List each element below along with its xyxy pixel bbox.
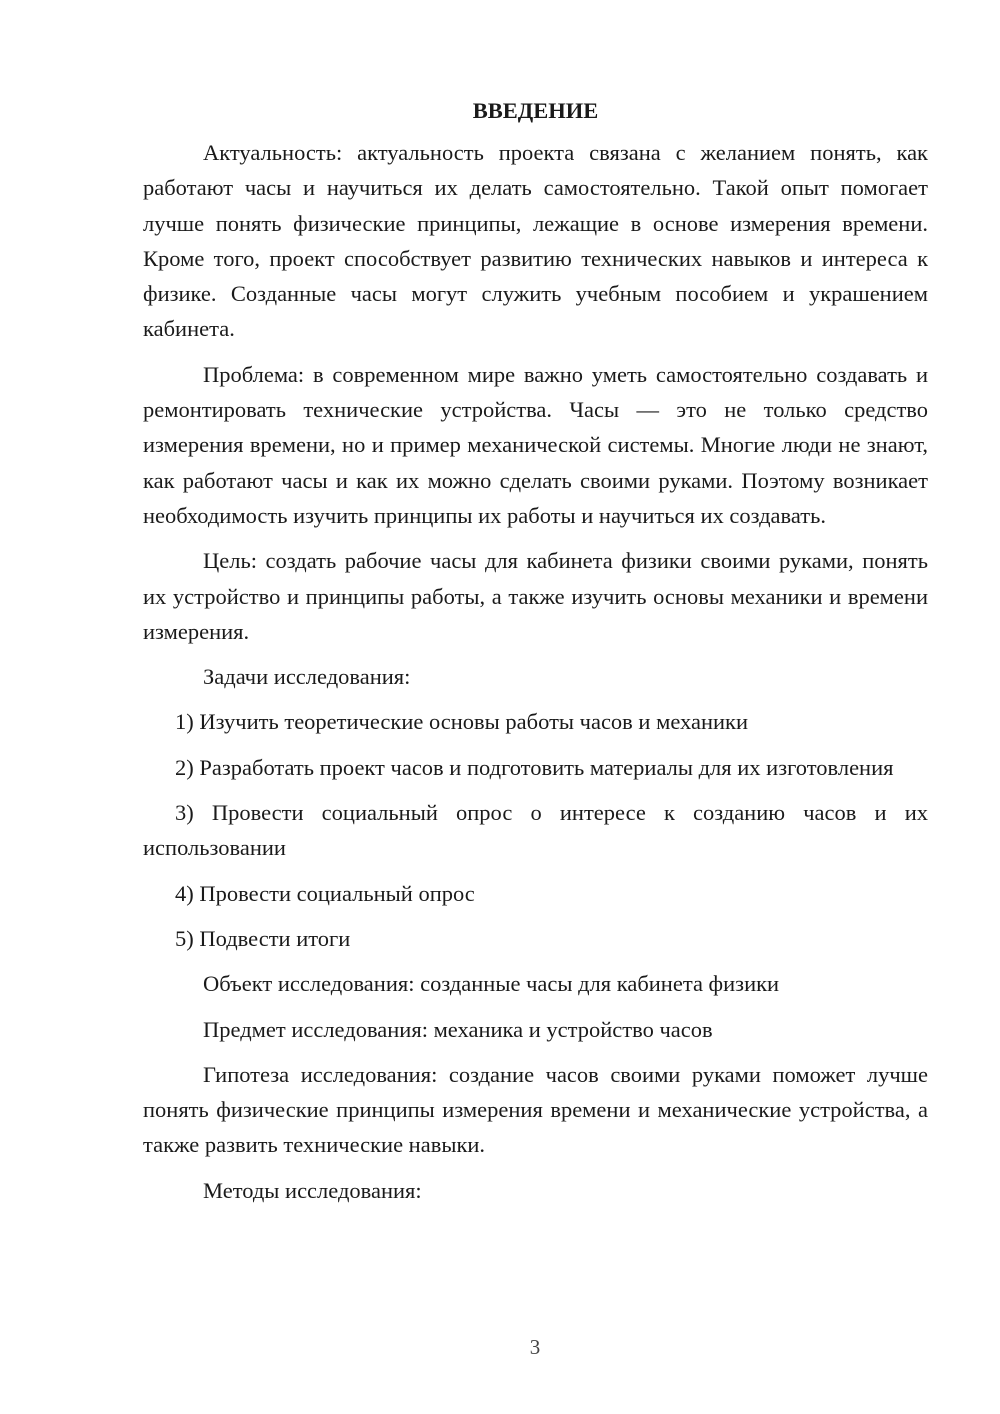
page-title: ВВЕДЕНИЕ — [472, 98, 599, 123]
task-item-3: 3) Провести социальный опрос о интересе к созданию часов и их использовании — [143, 800, 928, 861]
paragraph-goal: Цель: создать рабочие часы для кабинета физики своими руками, понять их устройство и принципы работы, а также изучить основы механики и времени измерения. — [143, 548, 928, 644]
task-item-1: 1) Изучить теоретические основы работы часов и механики — [175, 709, 749, 735]
page-number: 3 — [529, 1335, 541, 1359]
tasks-heading: Задачи исследования: — [203, 664, 411, 690]
document-page — [143, 96, 928, 1218]
paragraph-subject: Предмет исследования: механика и устройство часов — [203, 1016, 713, 1042]
methods-heading: Методы исследования: — [203, 1177, 422, 1203]
paragraph-object: Объект исследования: созданные часы для кабинета физики — [203, 971, 780, 997]
paragraph-relevance: Актуальность: актуальность проекта связана с желанием понять, как работают часы и научиться их делать самостоятельно. Такой опыт помогает лучше понять физические принципы, лежащие в основе измерения времени. Кроме того, проект способствует развитию технических навыков и интереса к физике. Созданные часы могут служить учебным пособием и украшением кабинета. — [143, 140, 928, 342]
paragraph-problem: Проблема: в современном мире важно уметь самостоятельно создавать и ремонтировать технические устройства. Часы — это не только средство измерения времени, но и пример механической системы. Многие люди не знают, как работают часы и как их можно сделать своими руками. Поэтому возникает необходимость изучить принципы их работы и научиться их создавать. — [143, 361, 928, 528]
paragraph-hypothesis: Гипотеза исследования: создание часов своими руками поможет лучше понять физические принципы измерения времени и механические устройства, а также развить технические навыки. — [143, 1061, 928, 1158]
task-item-4: 4) Провести социальный опрос — [175, 880, 475, 906]
task-item-2: 2) Разработать проект часов и подготовить материалы для их изготовления — [175, 754, 894, 780]
task-item-5: 5) Подвести итоги — [175, 925, 351, 951]
